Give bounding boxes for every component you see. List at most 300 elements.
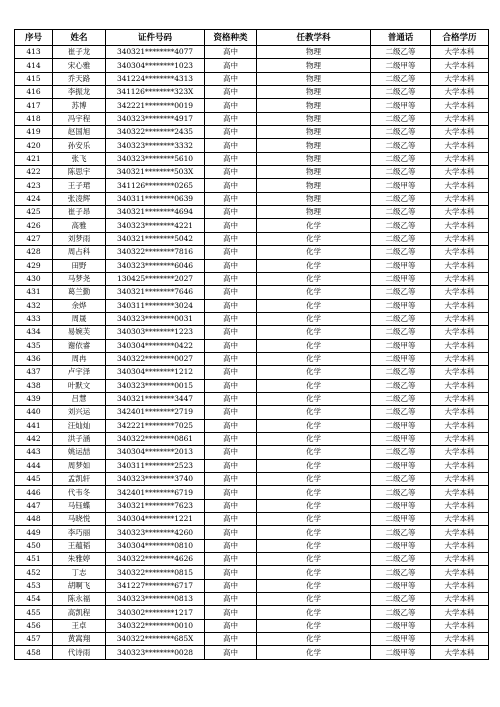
cell-id-number: 340323********0015 (106, 379, 205, 392)
cell-subject: 化学 (257, 459, 371, 472)
cell-subject: 化学 (257, 593, 371, 606)
cell-name: 刘梦雨 (53, 232, 106, 245)
cell-subject: 化学 (257, 259, 371, 272)
cell-subject: 化学 (257, 539, 371, 552)
table-row (15, 392, 489, 405)
cell-subject: 物理 (257, 192, 371, 205)
table-row (15, 166, 489, 179)
cell-mandarin: 二级甲等 (371, 259, 431, 272)
cell-name: 苏博 (53, 99, 106, 112)
cell-education: 大学本科 (431, 246, 489, 259)
table-row (15, 406, 489, 419)
cell-education: 大学本科 (431, 152, 489, 165)
cell-subject: 化学 (257, 513, 371, 526)
cell-qualification: 高中 (205, 566, 257, 579)
cell-subject: 化学 (257, 392, 371, 405)
cell-seq: 458 (15, 646, 53, 659)
cell-mandarin: 二级甲等 (371, 459, 431, 472)
cell-seq: 417 (15, 99, 53, 112)
cell-id-number: 341224********4313 (106, 72, 205, 85)
cell-mandarin: 二级乙等 (371, 606, 431, 619)
cell-seq: 432 (15, 299, 53, 312)
cell-mandarin: 二级甲等 (371, 179, 431, 192)
cell-seq: 427 (15, 232, 53, 245)
table-row (15, 59, 489, 72)
cell-name: 陈永福 (53, 593, 106, 606)
cell-qualification: 高中 (205, 272, 257, 285)
cell-seq: 433 (15, 312, 53, 325)
cell-name: 李振龙 (53, 86, 106, 99)
cell-subject: 化学 (257, 379, 371, 392)
cell-mandarin: 二级乙等 (371, 392, 431, 405)
cell-seq: 456 (15, 619, 53, 632)
cell-seq: 450 (15, 539, 53, 552)
cell-qualification: 高中 (205, 646, 257, 659)
cell-mandarin: 二级甲等 (371, 99, 431, 112)
cell-qualification: 高中 (205, 526, 257, 539)
cell-education: 大学本科 (431, 579, 489, 592)
cell-education: 大学本科 (431, 219, 489, 232)
table-row (15, 633, 489, 646)
table-row (15, 606, 489, 619)
cell-qualification: 高中 (205, 406, 257, 419)
cell-seq: 414 (15, 59, 53, 72)
cell-name: 李巧丽 (53, 526, 106, 539)
cell-id-number: 340323********4260 (106, 526, 205, 539)
table-row (15, 72, 489, 85)
cell-name: 田野 (53, 259, 106, 272)
cell-education: 大学本科 (431, 232, 489, 245)
cell-mandarin: 二级乙等 (371, 379, 431, 392)
cell-subject: 化学 (257, 553, 371, 566)
cell-seq: 454 (15, 593, 53, 606)
cell-qualification: 高中 (205, 112, 257, 125)
cell-id-number: 340323********0813 (106, 593, 205, 606)
cell-subject: 化学 (257, 432, 371, 445)
cell-subject: 化学 (257, 246, 371, 259)
cell-subject: 化学 (257, 232, 371, 245)
cell-education: 大学本科 (431, 112, 489, 125)
cell-subject: 化学 (257, 526, 371, 539)
header-qualification: 资格种类 (205, 30, 257, 46)
cell-qualification: 高中 (205, 379, 257, 392)
table-row (15, 312, 489, 325)
cell-seq: 446 (15, 486, 53, 499)
cell-name: 马晓悦 (53, 513, 106, 526)
cell-subject: 化学 (257, 219, 371, 232)
cell-education: 大学本科 (431, 446, 489, 459)
cell-subject: 物理 (257, 126, 371, 139)
header-seq: 序号 (15, 30, 53, 46)
cell-subject: 物理 (257, 86, 371, 99)
cell-subject: 化学 (257, 646, 371, 659)
table-row (15, 219, 489, 232)
cell-id-number: 340323********5610 (106, 152, 205, 165)
cell-id-number: 340322********7816 (106, 246, 205, 259)
cell-qualification: 高中 (205, 152, 257, 165)
cell-mandarin: 二级乙等 (371, 206, 431, 219)
cell-education: 大学本科 (431, 499, 489, 512)
cell-name: 洪子涵 (53, 432, 106, 445)
cell-seq: 455 (15, 606, 53, 619)
cell-education: 大学本科 (431, 459, 489, 472)
table-row (15, 192, 489, 205)
cell-mandarin: 二级乙等 (371, 72, 431, 85)
cell-id-number: 340323********0031 (106, 312, 205, 325)
cell-education: 大学本科 (431, 406, 489, 419)
cell-education: 大学本科 (431, 286, 489, 299)
cell-education: 大学本科 (431, 566, 489, 579)
cell-education: 大学本科 (431, 526, 489, 539)
cell-id-number: 340321********4077 (106, 46, 205, 59)
cell-seq: 442 (15, 432, 53, 445)
cell-name: 王子珺 (53, 179, 106, 192)
cell-name: 孟凯轩 (53, 473, 106, 486)
cell-education: 大学本科 (431, 139, 489, 152)
cell-education: 大学本科 (431, 179, 489, 192)
header-name: 姓名 (53, 30, 106, 46)
cell-qualification: 高中 (205, 259, 257, 272)
cell-id-number: 340322********0027 (106, 352, 205, 365)
cell-mandarin: 二级乙等 (371, 526, 431, 539)
cell-name: 乔天路 (53, 72, 106, 85)
table-row (15, 446, 489, 459)
cell-qualification: 高中 (205, 579, 257, 592)
cell-qualification: 高中 (205, 593, 257, 606)
cell-education: 大学本科 (431, 553, 489, 566)
cell-seq: 424 (15, 192, 53, 205)
cell-id-number: 340311********0639 (106, 192, 205, 205)
cell-mandarin: 二级乙等 (371, 486, 431, 499)
cell-education: 大学本科 (431, 593, 489, 606)
cell-name: 吕慧 (53, 392, 106, 405)
cell-seq: 422 (15, 166, 53, 179)
table-row (15, 513, 489, 526)
cell-mandarin: 二级乙等 (371, 126, 431, 139)
cell-subject: 化学 (257, 366, 371, 379)
table-row (15, 286, 489, 299)
cell-subject: 化学 (257, 486, 371, 499)
cell-seq: 423 (15, 179, 53, 192)
cell-mandarin: 二级甲等 (371, 59, 431, 72)
cell-education: 大学本科 (431, 513, 489, 526)
cell-education: 大学本科 (431, 539, 489, 552)
cell-subject: 化学 (257, 339, 371, 352)
cell-qualification: 高中 (205, 352, 257, 365)
cell-seq: 453 (15, 579, 53, 592)
cell-name: 黄嵩翔 (53, 633, 106, 646)
cell-mandarin: 二级甲等 (371, 432, 431, 445)
cell-education: 大学本科 (431, 473, 489, 486)
cell-name: 姚运喆 (53, 446, 106, 459)
cell-qualification: 高中 (205, 459, 257, 472)
cell-qualification: 高中 (205, 513, 257, 526)
cell-name: 余烨 (53, 299, 106, 312)
cell-education: 大学本科 (431, 166, 489, 179)
cell-id-number: 340323********0028 (106, 646, 205, 659)
cell-qualification: 高中 (205, 299, 257, 312)
cell-qualification: 高中 (205, 166, 257, 179)
cell-education: 大学本科 (431, 419, 489, 432)
cell-name: 马梦尧 (53, 272, 106, 285)
table-row (15, 526, 489, 539)
cell-id-number: 340321********4694 (106, 206, 205, 219)
cell-id-number: 340322********0815 (106, 566, 205, 579)
cell-id-number: 340322********2435 (106, 126, 205, 139)
cell-seq: 439 (15, 392, 53, 405)
header-subject: 任教学科 (257, 30, 371, 46)
table-row (15, 499, 489, 512)
table-row (15, 366, 489, 379)
table-row (15, 579, 489, 592)
cell-name: 孙安乐 (53, 139, 106, 152)
cell-name: 高雅 (53, 219, 106, 232)
cell-id-number: 340323********6046 (106, 259, 205, 272)
cell-name: 崔子龙 (53, 46, 106, 59)
cell-name: 崔子昂 (53, 206, 106, 219)
cell-mandarin: 二级甲等 (371, 352, 431, 365)
cell-mandarin: 二级甲等 (371, 619, 431, 632)
cell-education: 大学本科 (431, 339, 489, 352)
cell-mandarin: 二级乙等 (371, 326, 431, 339)
cell-id-number: 340321********7646 (106, 286, 205, 299)
cell-id-number: 130425********2027 (106, 272, 205, 285)
cell-subject: 化学 (257, 286, 371, 299)
cell-subject: 化学 (257, 326, 371, 339)
cell-subject: 物理 (257, 99, 371, 112)
cell-seq: 449 (15, 526, 53, 539)
table-row (15, 99, 489, 112)
cell-id-number: 340322********685X (106, 633, 205, 646)
table-row (15, 326, 489, 339)
cell-qualification: 高中 (205, 419, 257, 432)
cell-name: 朱雅婷 (53, 553, 106, 566)
cell-education: 大学本科 (431, 392, 489, 405)
cell-seq: 435 (15, 339, 53, 352)
table-row (15, 179, 489, 192)
table-row (15, 473, 489, 486)
cell-id-number: 340304********2013 (106, 446, 205, 459)
table-row (15, 126, 489, 139)
table-row (15, 553, 489, 566)
cell-mandarin: 二级甲等 (371, 633, 431, 646)
cell-mandarin: 二级乙等 (371, 566, 431, 579)
cell-seq: 415 (15, 72, 53, 85)
table-row (15, 46, 489, 59)
cell-name: 周占科 (53, 246, 106, 259)
cell-qualification: 高中 (205, 139, 257, 152)
cell-education: 大学本科 (431, 299, 489, 312)
cell-name: 胡啊飞 (53, 579, 106, 592)
cell-qualification: 高中 (205, 539, 257, 552)
cell-education: 大学本科 (431, 606, 489, 619)
cell-education: 大学本科 (431, 46, 489, 59)
table-row (15, 419, 489, 432)
cell-mandarin: 二级乙等 (371, 112, 431, 125)
cell-education: 大学本科 (431, 99, 489, 112)
cell-education: 大学本科 (431, 326, 489, 339)
cell-seq: 425 (15, 206, 53, 219)
cell-qualification: 高中 (205, 446, 257, 459)
cell-education: 大学本科 (431, 646, 489, 659)
table-row (15, 619, 489, 632)
cell-id-number: 340322********4626 (106, 553, 205, 566)
teacher-qualification-table (14, 29, 489, 660)
cell-name: 陈思宇 (53, 166, 106, 179)
cell-qualification: 高中 (205, 206, 257, 219)
cell-mandarin: 二级乙等 (371, 553, 431, 566)
table-row (15, 246, 489, 259)
cell-seq: 426 (15, 219, 53, 232)
cell-subject: 化学 (257, 352, 371, 365)
cell-mandarin: 二级乙等 (371, 232, 431, 245)
cell-education: 大学本科 (431, 633, 489, 646)
header-mandarin: 普通话 (371, 30, 431, 46)
cell-seq: 416 (15, 86, 53, 99)
cell-qualification: 高中 (205, 392, 257, 405)
cell-subject: 物理 (257, 152, 371, 165)
cell-id-number: 342401********6719 (106, 486, 205, 499)
cell-education: 大学本科 (431, 206, 489, 219)
cell-id-number: 340322********0010 (106, 619, 205, 632)
cell-subject: 化学 (257, 272, 371, 285)
cell-name: 葛兰勤 (53, 286, 106, 299)
cell-qualification: 高中 (205, 72, 257, 85)
cell-name: 冯宇程 (53, 112, 106, 125)
cell-seq: 447 (15, 499, 53, 512)
header-education: 合格学历 (431, 30, 489, 46)
cell-seq: 437 (15, 366, 53, 379)
cell-qualification: 高中 (205, 246, 257, 259)
header-row (15, 30, 489, 46)
cell-subject: 化学 (257, 619, 371, 632)
cell-id-number: 340321********3447 (106, 392, 205, 405)
table-row (15, 86, 489, 99)
cell-mandarin: 二级乙等 (371, 246, 431, 259)
cell-mandarin: 二级乙等 (371, 366, 431, 379)
cell-id-number: 340311********2523 (106, 459, 205, 472)
cell-name: 赵国旭 (53, 126, 106, 139)
cell-id-number: 341126********0265 (106, 179, 205, 192)
cell-qualification: 高中 (205, 126, 257, 139)
cell-seq: 457 (15, 633, 53, 646)
cell-education: 大学本科 (431, 486, 489, 499)
cell-subject: 化学 (257, 473, 371, 486)
cell-mandarin: 二级乙等 (371, 139, 431, 152)
cell-qualification: 高中 (205, 606, 257, 619)
cell-id-number: 340304********1023 (106, 59, 205, 72)
cell-qualification: 高中 (205, 99, 257, 112)
cell-seq: 428 (15, 246, 53, 259)
cell-seq: 418 (15, 112, 53, 125)
cell-mandarin: 二级甲等 (371, 299, 431, 312)
cell-seq: 448 (15, 513, 53, 526)
cell-mandarin: 二级乙等 (371, 192, 431, 205)
cell-subject: 物理 (257, 46, 371, 59)
cell-education: 大学本科 (431, 312, 489, 325)
cell-id-number: 340304********1221 (106, 513, 205, 526)
cell-id-number: 342221********7025 (106, 419, 205, 432)
cell-education: 大学本科 (431, 352, 489, 365)
cell-education: 大学本科 (431, 366, 489, 379)
table-row (15, 259, 489, 272)
cell-name: 宋心雅 (53, 59, 106, 72)
cell-education: 大学本科 (431, 59, 489, 72)
cell-seq: 441 (15, 419, 53, 432)
cell-mandarin: 二级甲等 (371, 579, 431, 592)
cell-seq: 436 (15, 352, 53, 365)
cell-mandarin: 二级乙等 (371, 152, 431, 165)
table-row (15, 206, 489, 219)
cell-seq: 443 (15, 446, 53, 459)
cell-qualification: 高中 (205, 339, 257, 352)
table-row (15, 432, 489, 445)
cell-mandarin: 二级乙等 (371, 473, 431, 486)
cell-id-number: 340304********0810 (106, 539, 205, 552)
cell-name: 周晟 (53, 312, 106, 325)
cell-seq: 431 (15, 286, 53, 299)
cell-subject: 物理 (257, 179, 371, 192)
table-row (15, 299, 489, 312)
cell-education: 大学本科 (431, 432, 489, 445)
cell-id-number: 340304********1212 (106, 366, 205, 379)
table-row (15, 566, 489, 579)
table-row (15, 339, 489, 352)
cell-mandarin: 二级乙等 (371, 406, 431, 419)
cell-education: 大学本科 (431, 86, 489, 99)
cell-id-number: 340304********0422 (106, 339, 205, 352)
cell-seq: 434 (15, 326, 53, 339)
cell-seq: 413 (15, 46, 53, 59)
cell-mandarin: 二级甲等 (371, 339, 431, 352)
table-row (15, 486, 489, 499)
cell-qualification: 高中 (205, 633, 257, 646)
cell-seq: 438 (15, 379, 53, 392)
cell-subject: 物理 (257, 112, 371, 125)
header-id-number: 证件号码 (106, 30, 205, 46)
cell-qualification: 高中 (205, 219, 257, 232)
cell-subject: 化学 (257, 606, 371, 619)
cell-id-number: 340323********4221 (106, 219, 205, 232)
cell-education: 大学本科 (431, 619, 489, 632)
cell-subject: 物理 (257, 166, 371, 179)
cell-subject: 化学 (257, 566, 371, 579)
cell-education: 大学本科 (431, 379, 489, 392)
cell-name: 卢宇泽 (53, 366, 106, 379)
cell-qualification: 高中 (205, 179, 257, 192)
cell-id-number: 342221********0019 (106, 99, 205, 112)
cell-name: 王卓 (53, 619, 106, 632)
cell-id-number: 341227********6717 (106, 579, 205, 592)
cell-name: 代韦冬 (53, 486, 106, 499)
cell-name: 周冉 (53, 352, 106, 365)
cell-name: 叶默文 (53, 379, 106, 392)
cell-qualification: 高中 (205, 86, 257, 99)
cell-id-number: 340311********3024 (106, 299, 205, 312)
cell-mandarin: 二级甲等 (371, 646, 431, 659)
cell-qualification: 高中 (205, 499, 257, 512)
cell-seq: 452 (15, 566, 53, 579)
table-row (15, 352, 489, 365)
cell-mandarin: 二级乙等 (371, 446, 431, 459)
cell-qualification: 高中 (205, 232, 257, 245)
cell-id-number: 340323********4917 (106, 112, 205, 125)
cell-qualification: 高中 (205, 59, 257, 72)
cell-subject: 物理 (257, 139, 371, 152)
cell-id-number: 340302********1217 (106, 606, 205, 619)
cell-education: 大学本科 (431, 72, 489, 85)
cell-subject: 化学 (257, 299, 371, 312)
